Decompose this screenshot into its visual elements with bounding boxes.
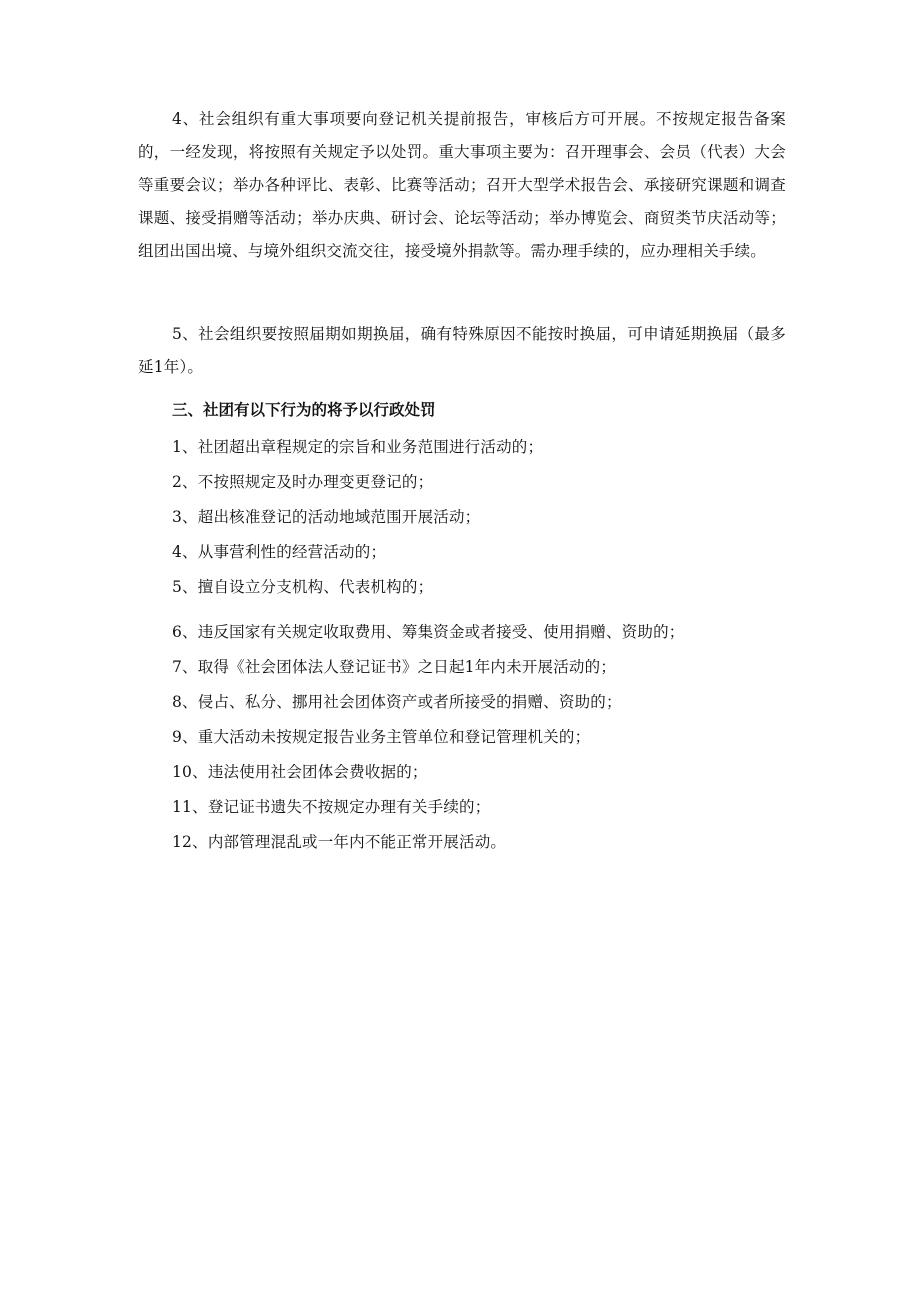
list-item: 6、违反国家有关规定收取费用、筹集资金或者接受、使用捐赠、资助的； <box>172 623 685 641</box>
list-item: 5、擅自设立分支机构、代表机构的； <box>172 578 434 596</box>
list-item: 10、违法使用社会团体会费收据的； <box>172 763 428 781</box>
list-item: 9、重大活动未按规定报告业务主管单位和登记管理机关的； <box>172 728 591 746</box>
list-item: 7、取得《社会团体法人登记证书》之日起1年内未开展活动的； <box>172 658 617 676</box>
list-item: 3、超出核准登记的活动地域范围开展活动； <box>172 508 481 526</box>
list-item: 4、从事营利性的经营活动的； <box>172 543 387 561</box>
paragraph-item-5: 5、社会组织要按照届期如期换届，确有特殊原因不能按时换届，可申请延期换届（最多延1年）。 <box>138 325 786 376</box>
list-item: 11、登记证书遗失不按规定办理有关手续的； <box>172 798 491 816</box>
paragraph-item-4: 4、社会组织有重大事项要向登记机关提前报告，审核后方可开展。不按规定报告备案的，一经发现，将按照有关规定予以处罚。重大事项主要为：召开理事会、会员（代表）大会等重要会议；举办各种评比、表彰、比赛等活动；召开大型学术报告会、承接研究课题和调查课题、接受捐赠等活动；举办庆典、研讨会、论坛等活动；举办博览会、商贸类节庆活动等；组团出国出境、与境外组织交流交往，接受境外捐款等。需办理手续的，应办理相关手续。 <box>138 110 786 260</box>
list-item: 1、社团超出章程规定的宗旨和业务范围进行活动的； <box>172 438 544 456</box>
list-item: 12、内部管理混乱或一年内不能正常开展活动。 <box>172 833 507 851</box>
list-item: 2、不按照规定及时办理变更登记的； <box>172 473 434 491</box>
section-heading: 三、社团有以下行为的将予以行政处罚 <box>172 401 436 419</box>
list-item: 8、侵占、私分、挪用社会团体资产或者所接受的捐赠、资助的； <box>172 693 622 711</box>
